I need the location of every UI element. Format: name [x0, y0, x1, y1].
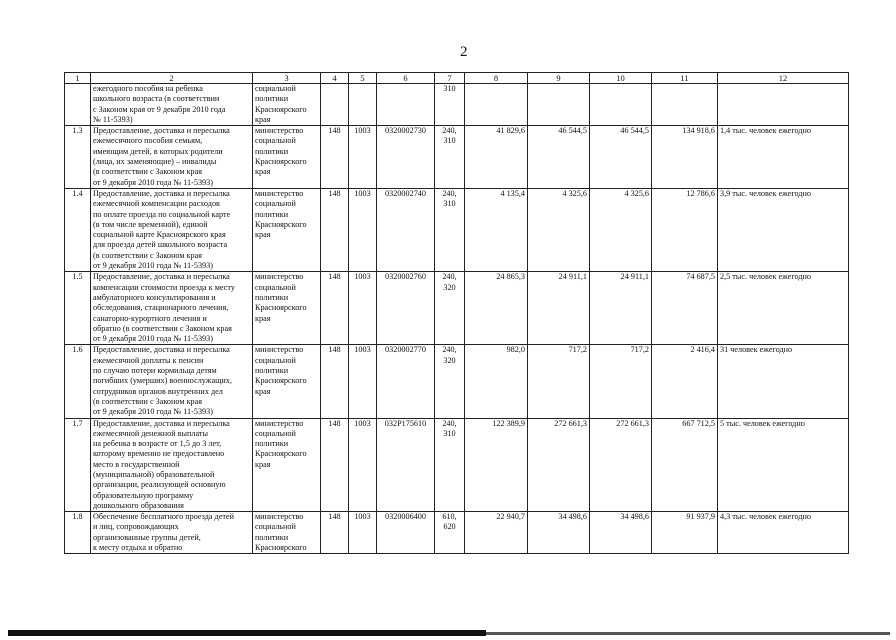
- table-row: [65, 126, 849, 189]
- header-cell: 5: [349, 73, 377, 84]
- code-csr-cell: 032P175610: [377, 418, 435, 512]
- table-row: [65, 84, 849, 126]
- code-vr-cell: 240, 320: [435, 272, 465, 345]
- header-cell: 1: [65, 73, 91, 84]
- code-rzpr-cell: 1003: [349, 512, 377, 554]
- row-number-cell: 1.3: [65, 126, 91, 189]
- amount-cell: 46 544,5: [590, 126, 652, 189]
- amount-cell: 41 829,6: [465, 126, 528, 189]
- header-cell: 12: [718, 73, 849, 84]
- amount-cell: 717,2: [528, 345, 590, 418]
- responsible-org-cell: министерство социальной политики Красноярского края: [253, 345, 321, 418]
- header-cell: 2: [91, 73, 253, 84]
- code-grbs-cell: 148: [321, 345, 349, 418]
- budget-table: [64, 72, 849, 554]
- responsible-org-cell: министерство социальной политики Красноярского края: [253, 188, 321, 271]
- code-csr-cell: 0320006400: [377, 512, 435, 554]
- amount-cell: 24 911,1: [528, 272, 590, 345]
- measure-name-cell: Предоставление, доставка и пересылка компенсации стоимости проезда к месту амбулаторного консультирования и обследования, стационарного лечения, санаторно-курортного лечения и обратно (в соответствии с Законом края от 9 декабря 2010 года № 11-5393): [91, 272, 253, 345]
- code-grbs-cell: [321, 84, 349, 126]
- code-vr-cell: 610, 620: [435, 512, 465, 554]
- table-row: [65, 512, 849, 554]
- amount-cell: 272 661,3: [528, 418, 590, 512]
- measure-name-cell: Предоставление, доставка и пересылка ежемесячной компенсации расходов по оплате проезда по социальной карте (в том числе временной), единой социальной карте Красноярского края для проезда детей школьного возраста (в соответствии с Законом края от 9 декабря 2010 года № 11-5393): [91, 188, 253, 271]
- code-csr-cell: 0320002760: [377, 272, 435, 345]
- expected-result-cell: 4,3 тыс. человек ежегодно: [718, 512, 849, 554]
- header-cell: 8: [465, 73, 528, 84]
- responsible-org-cell: министерство социальной политики Красноярского края: [253, 126, 321, 189]
- code-rzpr-cell: 1003: [349, 418, 377, 512]
- header-cell: 7: [435, 73, 465, 84]
- scan-edge-bar: [8, 630, 486, 636]
- amount-cell: [465, 84, 528, 126]
- measure-name-cell: ежегодного пособия на ребенка школьного возраста (в соответствии с Законом края от 9 декабря 2010 года № 11-5393): [91, 84, 253, 126]
- amount-cell: 4 135,4: [465, 188, 528, 271]
- total-amount-cell: 12 786,6: [652, 188, 718, 271]
- code-csr-cell: [377, 84, 435, 126]
- total-amount-cell: 74 687,5: [652, 272, 718, 345]
- header-cell: 9: [528, 73, 590, 84]
- expected-result-cell: [718, 84, 849, 126]
- total-amount-cell: [652, 84, 718, 126]
- row-number-cell: [65, 84, 91, 126]
- table-row: [65, 188, 849, 271]
- row-number-cell: 1.4: [65, 188, 91, 271]
- total-amount-cell: 667 712,5: [652, 418, 718, 512]
- expected-result-cell: 5 тыс. человек ежегодно: [718, 418, 849, 512]
- code-grbs-cell: 148: [321, 418, 349, 512]
- measure-name-cell: Обеспечение бесплатного проезда детей и лиц, сопровождающих организованные группы детей, к месту отдыха и обратно: [91, 512, 253, 554]
- expected-result-cell: 3,9 тыс. человек ежегодно: [718, 188, 849, 271]
- code-csr-cell: 0320002770: [377, 345, 435, 418]
- code-csr-cell: 0320002740: [377, 188, 435, 271]
- scan-edge-bar: [486, 632, 890, 635]
- responsible-org-cell: министерство социальной политики Красноярского края: [253, 272, 321, 345]
- table-row: [65, 345, 849, 418]
- amount-cell: [590, 84, 652, 126]
- total-amount-cell: 91 937,9: [652, 512, 718, 554]
- total-amount-cell: 134 918,6: [652, 126, 718, 189]
- amount-cell: 272 661,3: [590, 418, 652, 512]
- code-vr-cell: 240, 310: [435, 418, 465, 512]
- expected-result-cell: 1,4 тыс. человек ежегодно: [718, 126, 849, 189]
- row-number-cell: 1.5: [65, 272, 91, 345]
- total-amount-cell: 2 416,4: [652, 345, 718, 418]
- code-rzpr-cell: 1003: [349, 126, 377, 189]
- amount-cell: 982,0: [465, 345, 528, 418]
- code-vr-cell: 240, 310: [435, 126, 465, 189]
- amount-cell: 24 865,3: [465, 272, 528, 345]
- code-rzpr-cell: [349, 84, 377, 126]
- code-vr-cell: 310: [435, 84, 465, 126]
- row-number-cell: 1.8: [65, 512, 91, 554]
- code-csr-cell: 0320002730: [377, 126, 435, 189]
- amount-cell: 46 544,5: [528, 126, 590, 189]
- row-number-cell: 1.6: [65, 345, 91, 418]
- code-grbs-cell: 148: [321, 512, 349, 554]
- code-vr-cell: 240, 310: [435, 188, 465, 271]
- amount-cell: 24 911,1: [590, 272, 652, 345]
- header-row: [65, 73, 849, 84]
- measure-name-cell: Предоставление, доставка и пересылка ежемесячного пособия семьям, имеющим детей, в которых родители (лица, их заменяющие) – инвалиды (в соответствии с Законом края от 9 декабря 2010 года № 11-5393): [91, 126, 253, 189]
- code-rzpr-cell: 1003: [349, 272, 377, 345]
- amount-cell: 34 498,6: [590, 512, 652, 554]
- header-cell: 10: [590, 73, 652, 84]
- responsible-org-cell: министерство социальной политики Красноярского: [253, 512, 321, 554]
- amount-cell: 34 498,6: [528, 512, 590, 554]
- measure-name-cell: Предоставление, доставка и пересылка ежемесячной денежной выплаты на ребенка в возрасте от 1,5 до 3 лет, которому временно не предоставлено место в государственной (муниципальной) образовательной организации, реализующей основную образовательную программу дошкольного образования: [91, 418, 253, 512]
- expected-result-cell: 31 человек ежегодно: [718, 345, 849, 418]
- table-row: [65, 418, 849, 512]
- row-number-cell: 1.7: [65, 418, 91, 512]
- header-cell: 3: [253, 73, 321, 84]
- header-cell: 4: [321, 73, 349, 84]
- code-rzpr-cell: 1003: [349, 188, 377, 271]
- expected-result-cell: 2,5 тыс. человек ежегодно: [718, 272, 849, 345]
- code-grbs-cell: 148: [321, 126, 349, 189]
- measure-name-cell: Предоставление, доставка и пересылка ежемесячной доплаты к пенсии по случаю потери кормильца детям погибших (умерших) военнослужащих, сотрудников органов внутренних дел (в соответствии с Законом края от 9 декабря 2010 года № 11-5393): [91, 345, 253, 418]
- amount-cell: [528, 84, 590, 126]
- responsible-org-cell: министерство социальной политики Красноярского края: [253, 418, 321, 512]
- amount-cell: 4 325,6: [590, 188, 652, 271]
- responsible-org-cell: социальной политики Красноярского края: [253, 84, 321, 126]
- header-cell: 11: [652, 73, 718, 84]
- table-row: [65, 272, 849, 345]
- amount-cell: 22 940,7: [465, 512, 528, 554]
- page-number: 2: [460, 44, 468, 60]
- amount-cell: 4 325,6: [528, 188, 590, 271]
- amount-cell: 717,2: [590, 345, 652, 418]
- code-grbs-cell: 148: [321, 188, 349, 271]
- code-grbs-cell: 148: [321, 272, 349, 345]
- code-rzpr-cell: 1003: [349, 345, 377, 418]
- header-cell: 6: [377, 73, 435, 84]
- code-vr-cell: 240, 320: [435, 345, 465, 418]
- amount-cell: 122 389,9: [465, 418, 528, 512]
